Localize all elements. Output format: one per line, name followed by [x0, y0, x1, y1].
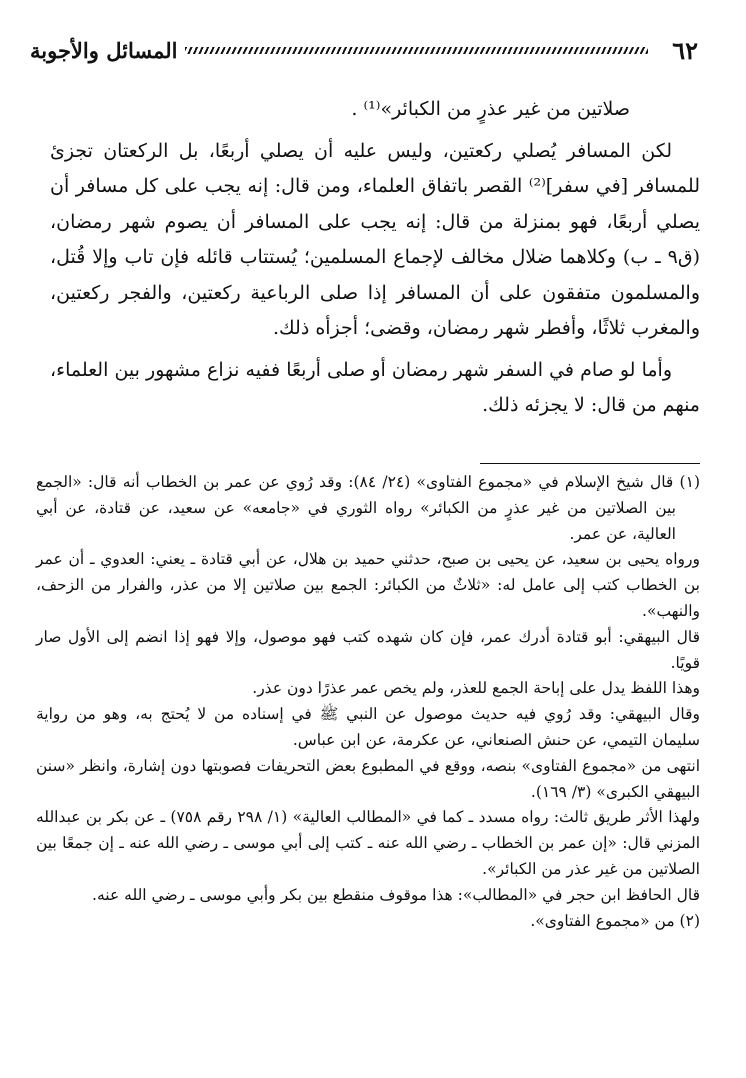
- main-text: [50, 92, 700, 430]
- body-paragraph: لكن المسافر يُصلي ركعتين، وليس عليه أن يصلي أربعًا، بل الركعتان تجزئ للمسافر [في سفر]⁽²⁾ القصر باتفاق العلماء، ومن قال: إنه يجب على كل مسافر أن يصلي أربعًا، فهو بمنزلة من قال: إنه يجب على المسافر أن يصوم شهر رمضان، (ق٩ ـ ب) وكلاهما ضلال مخالف لإجماع المسلمين؛ يُستتاب قائله فإن تاب وإلا قُتل، والمسلمون متفقون على أن المسافر إذا صلى الرباعية ركعتين، والفجر ركعتين، والمغرب ثلاثًا، وأفطر شهر رمضان، وقضى؛ أجزأه ذلك.: [50, 139, 700, 339]
- footnote-2: (٢) من «مجموع الفتاوى».: [530, 911, 700, 930]
- page-number: ٦٢: [672, 35, 698, 65]
- footnote-paragraph: انتهى من «مجموع الفتاوى» بنصه، ووقع في المطبوع بعض التحريفات فصوبتها دون إشارة، وانظر «سنن البيهقي الكبرى» (٣/ ١٦٩).: [36, 756, 700, 801]
- footnotes: [36, 470, 700, 934]
- footnote-paragraph: وقال البيهقي: وقد رُوي فيه حديث موصول عن النبي ﷺ في إسناده من لا يُحتج به، وهو من رواية سليمان التيمي، عن حنش الصنعاني، عن عكرمة، عن ابن عباس.: [36, 705, 700, 749]
- header-rule: [185, 47, 648, 54]
- footnote-paragraph: ورواه يحيى بن سعيد، عن يحيى بن صبح، حدثني حميد بن هلال، عن أبي قتادة ـ يعني: العدوي ـ أن عمر بن الخطاب كتب إلى عامل له: «ثلاثٌ من الكبائر: الجمع بين صلاتين إلا من عذر، والفرار من الزحف، والنهب».: [36, 550, 700, 620]
- footnote-separator: [480, 463, 700, 464]
- footnote-paragraph: وهذا اللفظ يدل على إباحة الجمع للعذر، ولم يخص عمر عذرًا دون عذر.: [252, 679, 700, 698]
- footnote-paragraph: ولهذا الأثر طريق ثالث: رواه مسدد ـ كما في «المطالب العالية» (١/ ٢٩٨ رقم ٧٥٨) ـ عن بكر بن عبدالله المزني قال: «إن عمر بن الخطاب ـ رضي الله عنه ـ كتب إلى أبي موسى ـ رضي الله عنه ـ إن جمعًا بين الصلاتين من غير عذر من الكبائر».: [36, 808, 701, 878]
- footnote-paragraph: قال الحافظ ابن حجر في «المطالب»: هذا موقوف منقطع بين بكر وأبي موسى ـ رضي الله عنه.: [92, 885, 700, 904]
- body-paragraph: وأما لو صام في السفر شهر رمضان أو صلى أربعًا ففيه نزاع مشهور بين العلماء، منهم من قال: لا يجزئه ذلك.: [50, 358, 700, 416]
- footnote-1: (١) قال شيخ الإسلام في «مجموع الفتاوى» (٢٤/ ٨٤): وقد رُوي عن عمر بن الخطاب أنه قال: «الجمع بين الصلاتين من غير عذرٍ من الكبائر» رواه الثوري في «جامعه» عن سعيد، عن قتادة، عن أبي العالية، عن عمر.: [36, 473, 700, 543]
- footnote-paragraph: قال البيهقي: أبو قتادة أدرك عمر، فإن كان شهده كتب فهو موصول، وإلا فهو إذا انضم إلى الأول صار قويًا.: [36, 627, 700, 672]
- page-header: [30, 28, 698, 72]
- running-title: المسائل والأجوبة: [30, 37, 178, 63]
- body-paragraph: صلاتين من غير عذرٍ من الكبائر»⁽¹⁾ .: [351, 98, 630, 120]
